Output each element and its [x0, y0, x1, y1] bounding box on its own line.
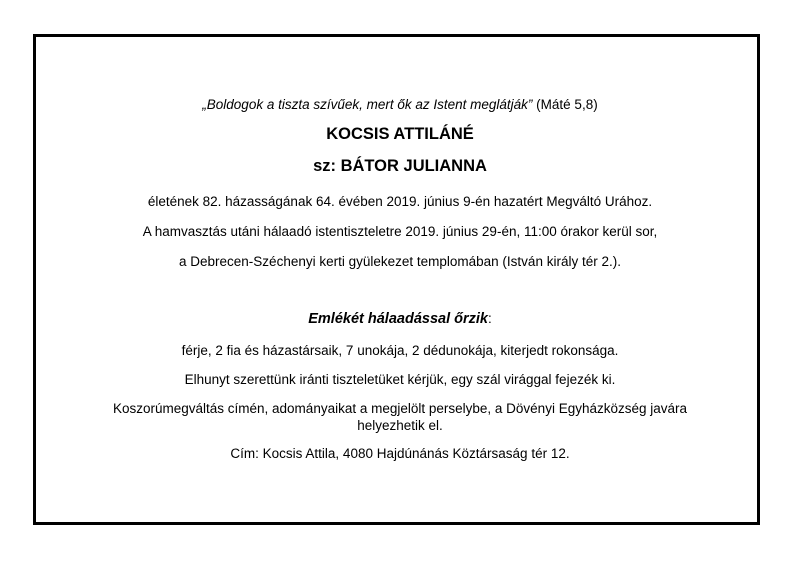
memory-heading: Emlékét hálaadással őrzik [308, 311, 488, 327]
motto-quote: „Boldogok a tiszta szívűek, mert ők az Istent meglátják” [202, 97, 533, 112]
donation-line-2: helyezhetik el. [357, 418, 443, 433]
flower-request: Elhunyt szerettünk iránti tiszteletüket kérjük, egy szál virággal fejezék ki. [184, 372, 616, 387]
donation-line-1: Koszorúmegváltás címén, adományaikat a megjelölt perselybe, a Dövényi Egyházközség javára [112, 401, 688, 416]
memory-heading-colon: : [487, 311, 492, 326]
service-info-line-2: a Debrecen-Széchenyi kerti gyülekezet templomában (István király tér 2.). [179, 254, 621, 269]
deceased-name: KOCSIS ATTILÁNÉ [326, 125, 474, 143]
service-info-line-1: A hamvasztás utáni hálaadó istentiszteletre 2019. június 29-én, 11:00 órakor kerül sor, [142, 224, 658, 239]
maiden-name: sz: BÁTOR JULIANNA [313, 157, 487, 175]
motto-reference: (Máté 5,8) [532, 97, 598, 112]
contact-address: Cím: Kocsis Attila, 4080 Hajdúnánás Köztársaság tér 12. [230, 446, 570, 461]
motto-line [0, 97, 800, 113]
family-list: férje, 2 fia és házastársaik, 7 unokája, 2 dédunokája, kiterjedt rokonsága. [181, 343, 619, 358]
death-announcement: életének 82. házasságának 64. évében 2019. június 9-én hazatért Megváltó Urához. [147, 194, 653, 209]
memory-heading-line [0, 311, 800, 327]
